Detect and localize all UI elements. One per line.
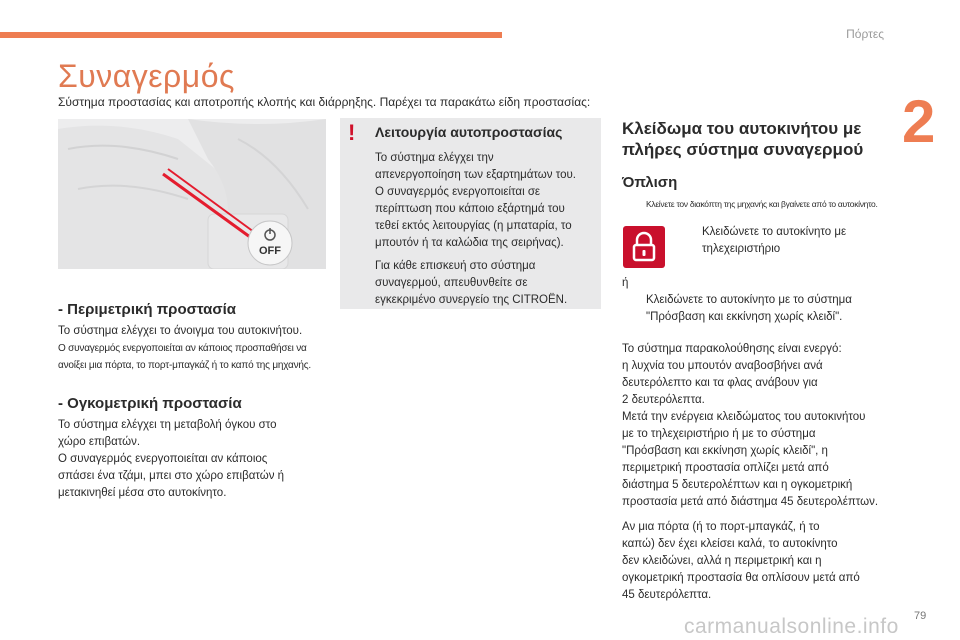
step-2-line-1: Κλειδώνετε το αυτοκίνητο με [702,226,847,238]
or-text: ή [622,277,629,289]
step-1 [622,196,878,213]
top-accent-bar [0,32,502,38]
page-number: 79 [914,610,927,622]
monitor-line-1: Το σύστημα παρακολούθησης είναι ενεργό: [622,343,842,355]
self-protection-title: Λειτουργία αυτοπροστασίας [375,124,563,140]
monitor-line-8: περιμετρική προστασία οπλίζει μετά από [622,462,829,474]
monitor-line-5: Μετά την ενέργεια κλειδώματος του αυτοκινήτου [622,411,866,423]
car-interior-drawing [58,119,326,269]
perimeter-line-1: Το σύστημα ελέγχει το άνοιγμα του αυτοκινήτου. [58,325,303,337]
perimeter-line-2: Ο συναγερμός ενεργοποιείται αν κάποιος προσπαθήσει να [58,343,307,354]
step-3-line-1: Κλειδώνετε το αυτοκίνητο με το σύστημα [646,294,852,306]
volumetric-line-4: σπάσει ένα τζάμι, μπει στο χώρο επιβατών ή [58,470,285,482]
step-1-text: Κλείνετε τον διακόπτη της μηχανής και βγαίνετε από το αυτοκίνητο. [646,199,878,209]
step-3 [622,292,852,309]
perimeter-line-3: ανοίξει μια πόρτα, το πορτ-μπαγκάζ ή το καπό της μηχανής. [58,360,311,371]
warning-p1-line-3: Ο συναγερμός ενεργοποιείται σε [375,186,541,198]
warning-p2-line-3: εγκεκριμένο συνεργείο της CITROËN. [375,294,568,306]
off-button-label: OFF [259,245,281,257]
door-line-3: δεν κλειδώνει, αλλά η περιμετρική και η [622,555,822,567]
volumetric-line-5: μετακινηθεί μέσα στο αυτοκίνητο. [58,487,227,499]
warning-p1-line-6: μπουτόν ή τα καλώδια της σειρήνας). [375,237,564,249]
monitor-line-7: "Πρόσβαση και εκκίνηση χωρίς κλειδί", η [622,445,828,457]
monitor-line-3: δευτερόλεπτο και τα φλας ανάβουν για [622,377,818,389]
watermark: carmanualsonline.info [684,615,899,638]
door-line-5: 45 δευτερόλεπτα. [622,589,712,601]
monitor-line-6: με το τηλεχειριστήριο ή με το σύστημα [622,428,816,440]
warning-p2-line-2: συναγερμού, απευθυνθείτε σε [375,277,528,289]
locking-heading-line-1: Κλείδωμα του αυτοκινήτου με [622,119,862,138]
monitor-line-10: προστασία μετά από διάστημα 45 δευτερολέπτων. [622,496,879,508]
step-2 [678,224,846,241]
door-line-4: ογκομετρική προστασία θα οπλίσουν μετά από [622,572,860,584]
alarm-button-illustration [58,119,326,269]
monitor-line-4: 2 δευτερόλεπτα. [622,394,705,406]
volumetric-line-3: Ο συναγερμός ενεργοποιείται αν κάποιος [58,453,268,465]
volumetric-line-1: Το σύστημα ελέγχει τη μεταβολή όγκου στο [58,419,277,431]
section-name: Πόρτες [846,27,884,41]
page-subtitle: Σύστημα προστασίας και αποτροπής κλοπής και διάρρηξης. Παρέχει τα παρακάτω είδη προστασίας: [58,95,591,109]
warning-p1-line-1: Το σύστημα ελέγχει την [375,152,494,164]
warning-p2-line-1: Για κάθε επισκευή στο σύστημα [375,260,536,272]
page-title: Συναγερμός [58,58,235,94]
warning-p1-line-2: απενεργοποίηση των εξαρτημάτων του. [375,169,576,181]
volumetric-heading: - Ογκομετρική προστασία [58,395,242,412]
volumetric-line-2: χώρο επιβατών. [58,436,141,448]
warning-p1-line-4: περίπτωση που κάποιο εξάρτημά του [375,203,565,215]
perimeter-heading: - Περιμετρική προστασία [58,301,237,318]
door-line-2: καπώ) δεν έχει κλείσει καλά, το αυτοκίνητο [622,538,838,550]
locking-heading-line-2: πλήρες σύστημα συναγερμού [622,140,864,159]
warning-p1-line-5: τεθεί εκτός λειτουργίας (η μπαταρία, το [375,220,572,232]
chapter-number: 2 [902,88,936,155]
step-3-line-2: "Πρόσβαση και εκκίνηση χωρίς κλειδί". [646,311,843,323]
monitor-line-9: διάστημα 5 δευτερολέπτων και η ογκομετρική [622,479,853,491]
warning-icon: ! [348,120,356,145]
arming-heading: Όπλιση [622,174,678,191]
lock-icon [623,226,665,268]
door-line-1: Αν μια πόρτα (ή το πορτ-μπαγκάζ, ή το [622,521,820,533]
step-2-line-2: τηλεχειριστήριο [702,243,781,255]
locking-heading [622,118,892,160]
monitor-line-2: η λυχνία του μπουτόν αναβοσβήνει ανά [622,360,823,372]
padlock-icon [623,226,665,268]
